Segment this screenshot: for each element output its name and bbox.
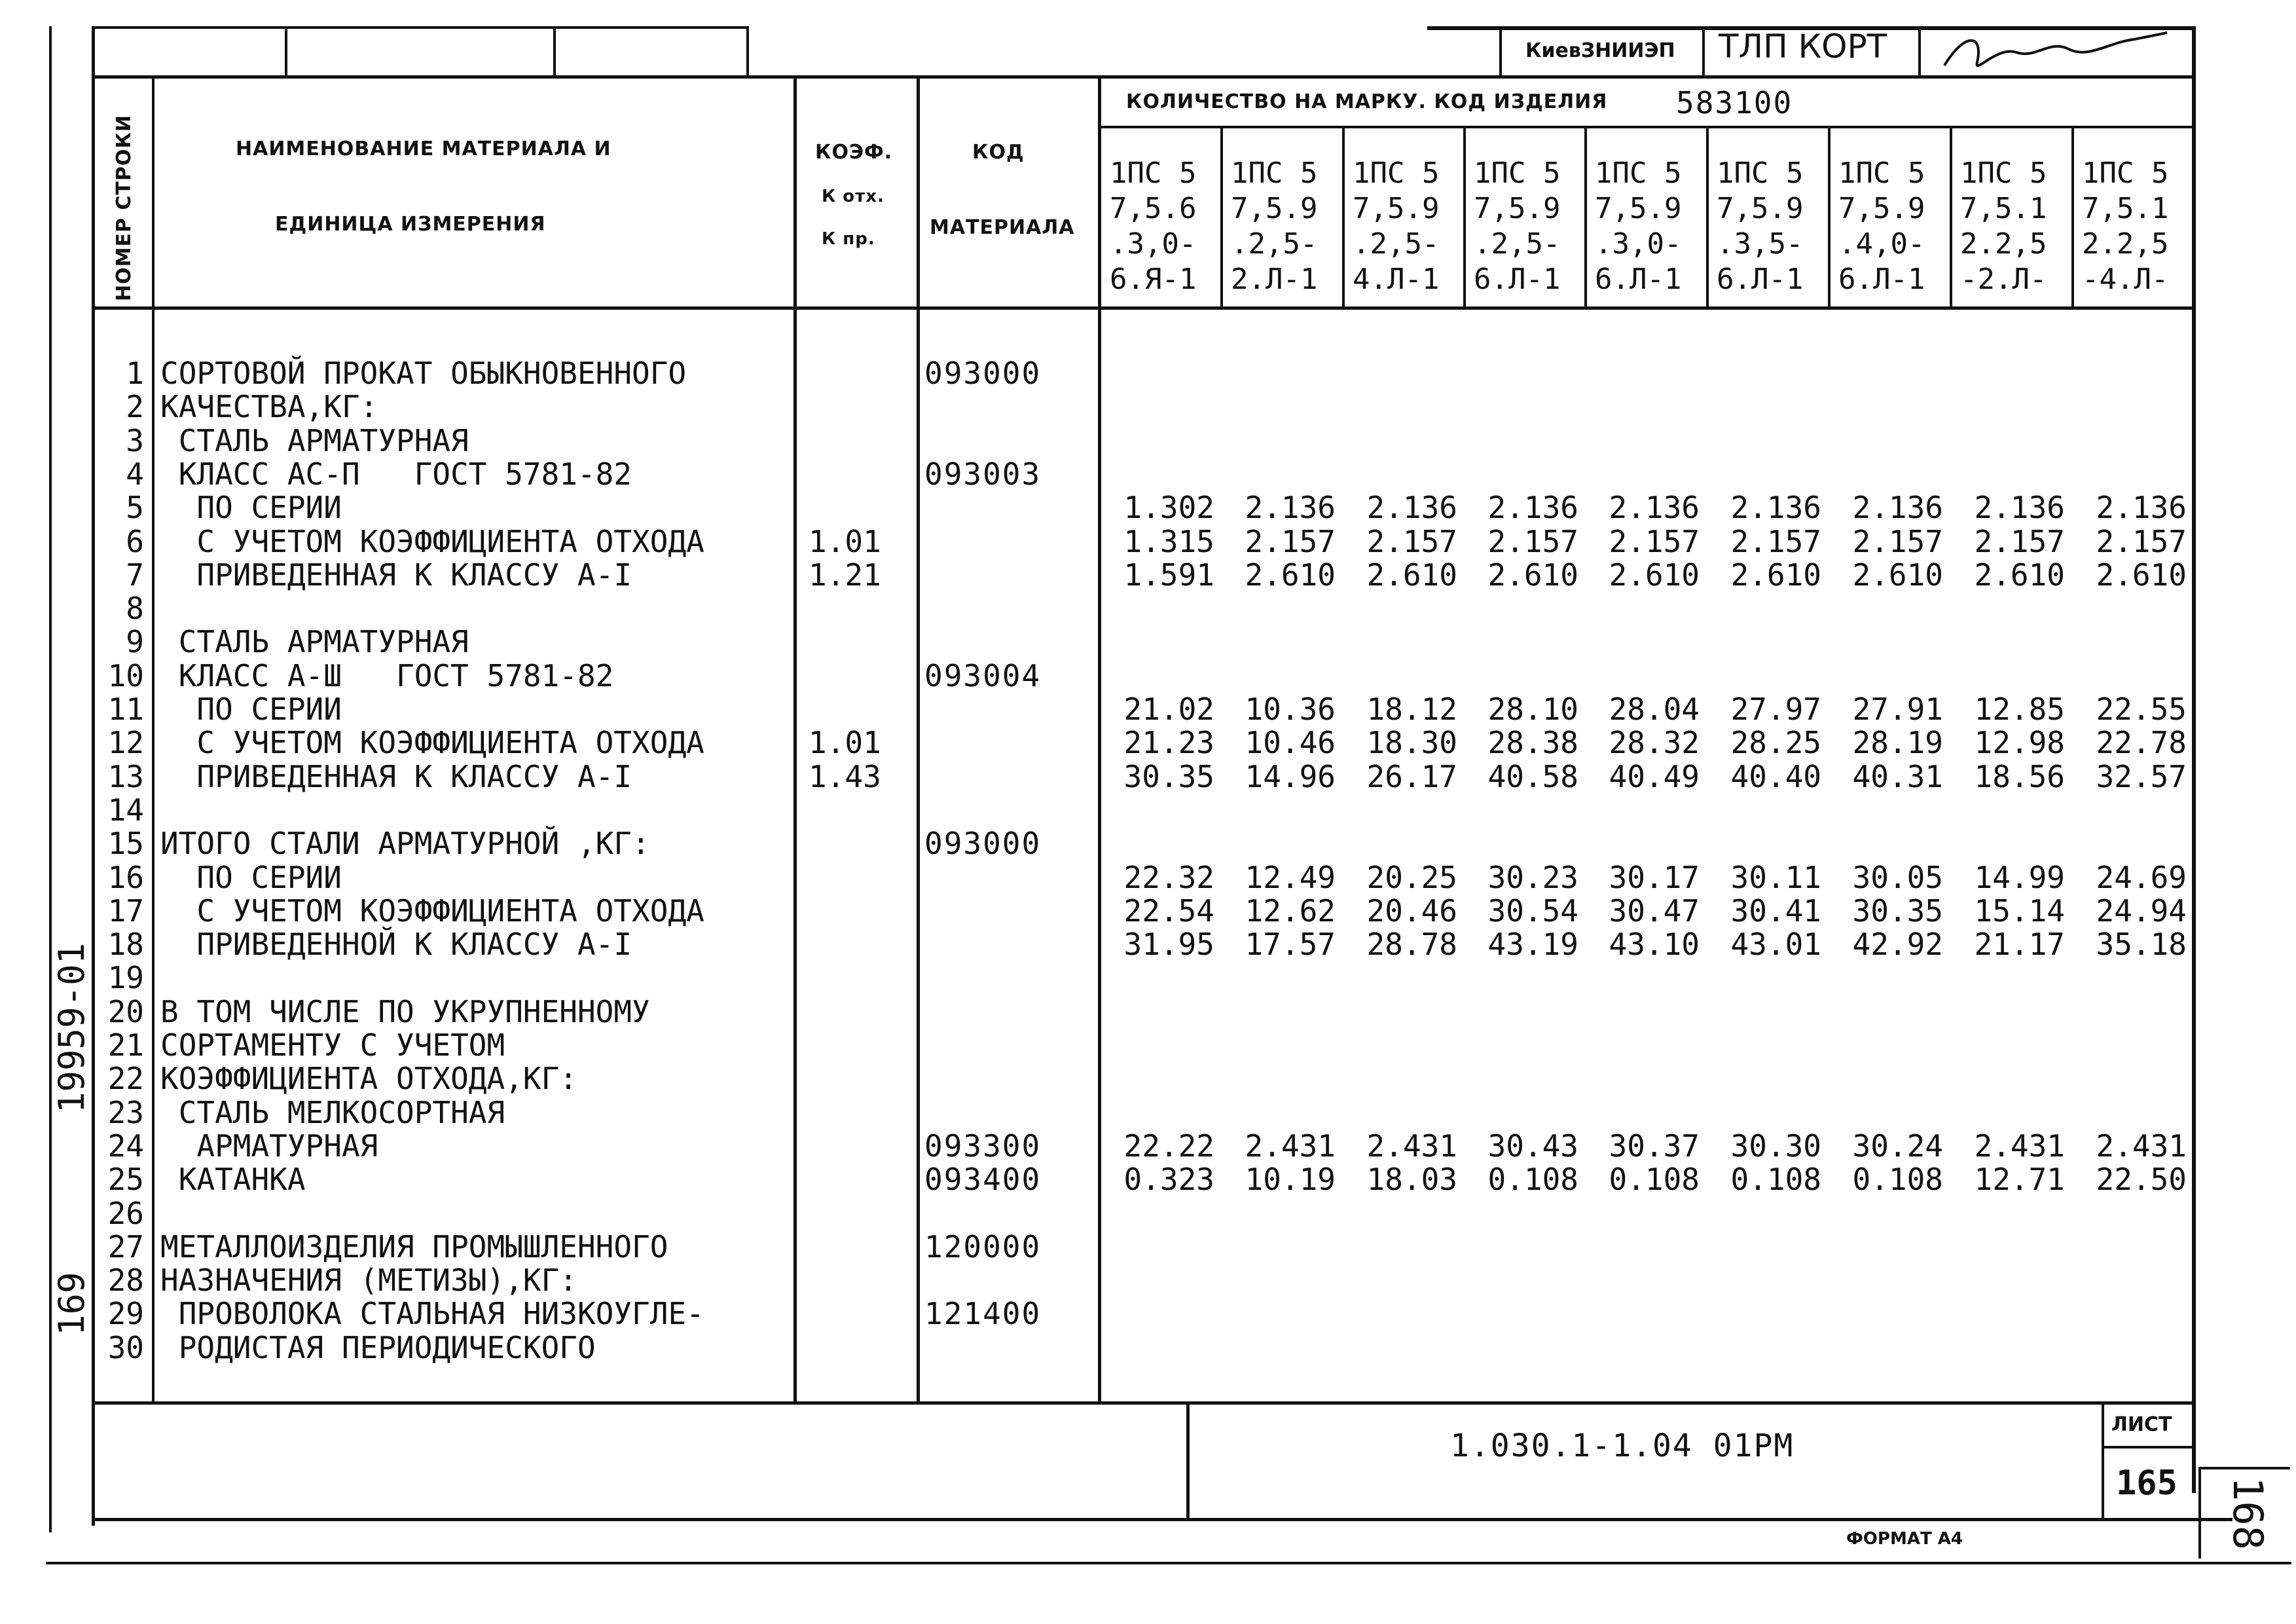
code-header-1: КОД	[972, 141, 1025, 164]
quantity-value: 18.12	[1366, 692, 1457, 727]
quantity-value: 31.95	[1123, 927, 1214, 962]
quantity-value: 1.302	[1123, 490, 1214, 525]
quantity-value: 24.69	[2096, 860, 2187, 895]
material-name: ПРОВОЛОКА СТАЛЬНАЯ НИЗКОУГЛЕ-	[160, 1296, 704, 1331]
coef-header-2: К отх.	[822, 187, 884, 206]
sheet-box-left	[2102, 1401, 2104, 1521]
mark-header-cell: 1ПС 5 7,5.9 .3,0- 6.Л-1	[1595, 157, 1682, 296]
quantity-value: 28.25	[1730, 725, 1821, 760]
quantity-value: 2.610	[1730, 557, 1821, 593]
quantity-value: 43.01	[1730, 927, 1821, 962]
quantity-value: 2.610	[1245, 557, 1336, 593]
quantity-value: 30.24	[1852, 1128, 1943, 1164]
page-bottom-rule	[46, 1562, 2291, 1564]
row-number: 12	[107, 725, 144, 760]
quantity-value: 27.91	[1852, 692, 1943, 727]
quantity-value: 2.431	[1974, 1128, 2065, 1164]
quantity-value: 10.46	[1245, 725, 1336, 760]
quantity-value: 22.54	[1123, 893, 1214, 929]
material-name: ПО СЕРИИ	[160, 860, 342, 895]
quantity-value: 2.136	[1730, 490, 1821, 525]
mark-header-cell: 1ПС 5 7,5.9 .2,5- 6.Л-1	[1474, 157, 1561, 296]
row-number: 5	[126, 490, 144, 525]
row-number: 22	[107, 1061, 144, 1096]
quantity-value: 30.11	[1730, 860, 1821, 895]
quantity-value: 30.35	[1123, 759, 1214, 794]
material-name: С УЧЕТОМ КОЭФФИЦИЕНТА ОТХОДА	[160, 524, 704, 559]
row-number: 14	[107, 792, 144, 828]
quantity-value: 43.19	[1487, 927, 1578, 962]
row-number: 4	[126, 456, 144, 492]
quantity-value: 2.157	[1487, 524, 1578, 559]
quantity-value: 28.19	[1852, 725, 1943, 760]
quantity-value: 2.157	[1366, 524, 1457, 559]
document-code: 1.030.1-1.04 01РМ	[1450, 1428, 1795, 1464]
quantity-value: 30.35	[1852, 893, 1943, 929]
quantity-value: 28.32	[1609, 725, 1700, 760]
quantity-value: 2.610	[2096, 557, 2187, 593]
col-divider-coef	[917, 77, 920, 1403]
material-name: КОЭФФИЦИЕНТА ОТХОДА,КГ:	[160, 1061, 577, 1096]
quantity-value: 35.18	[2096, 927, 2187, 962]
row-number: 23	[107, 1095, 144, 1130]
quantity-value: 18.03	[1366, 1162, 1457, 1197]
cipher-label: ТЛП КОРТ	[1719, 28, 1887, 65]
stamp-divider	[746, 26, 749, 77]
row-number: 21	[107, 1027, 144, 1063]
coefficient: 1.01	[809, 524, 881, 559]
sheet-box-mid	[2102, 1446, 2193, 1449]
row-number-header: НОМЕР СТРОКИ	[113, 115, 136, 301]
sheet-number: 165	[2116, 1464, 2178, 1503]
quantity-value: 1.591	[1123, 557, 1214, 593]
quantity-value: 2.136	[1974, 490, 2065, 525]
mark-header-cell: 1ПС 5 7,5.9 .2,5- 2.Л-1	[1231, 157, 1318, 296]
quantity-value: 2.136	[1245, 490, 1336, 525]
quantity-value: 30.30	[1730, 1128, 1821, 1164]
quantity-value: 1.315	[1123, 524, 1214, 559]
quantity-value: 12.71	[1974, 1162, 2065, 1197]
stamp-divider	[1918, 26, 1921, 77]
outer-page-number: 168	[2224, 1477, 2272, 1550]
col-divider-rownum	[152, 77, 155, 1403]
stamp-divider	[1702, 26, 1705, 77]
institute-label: КиевЗНИИЭП	[1525, 39, 1675, 62]
quantity-value: 10.19	[1245, 1162, 1336, 1197]
quantity-value: 40.40	[1730, 759, 1821, 794]
stamp-divider	[285, 26, 287, 77]
name-header-2: ЕДИНИЦА ИЗМЕРЕНИЯ	[275, 213, 546, 236]
mark-header-cell: 1ПС 5 7,5.9 .2,5- 4.Л-1	[1353, 157, 1440, 296]
quantity-value: 2.157	[1609, 524, 1700, 559]
quantity-value: 21.17	[1974, 927, 2065, 962]
material-name: СОРТАМЕНТУ С УЧЕТОМ	[160, 1027, 505, 1063]
quantity-value: 0.108	[1487, 1162, 1578, 1197]
material-name: КАЧЕСТВА,КГ:	[160, 389, 378, 424]
quantity-value: 2.136	[2096, 490, 2187, 525]
row-number: 30	[107, 1330, 144, 1365]
coef-header-1: КОЭФ.	[815, 141, 893, 164]
quantity-value: 2.610	[1852, 557, 1943, 593]
row-number: 27	[107, 1229, 144, 1264]
quantity-value: 30.05	[1852, 860, 1943, 895]
material-name: С УЧЕТОМ КОЭФФИЦИЕНТА ОТХОДА	[160, 893, 704, 929]
name-header-1: НАИМЕНОВАНИЕ МАТЕРИАЛА И	[236, 138, 611, 160]
quantity-value: 22.22	[1123, 1128, 1214, 1164]
quantity-value: 30.23	[1487, 860, 1578, 895]
quantity-value: 0.108	[1609, 1162, 1700, 1197]
mark-header-cell: 1ПС 5 7,5.1 2.2,5 -2.Л-	[1960, 157, 2047, 296]
row-number: 2	[126, 389, 144, 424]
material-code: 093400	[924, 1162, 1042, 1197]
material-name: МЕТАЛЛОИЗДЕЛИЯ ПРОМЫШЛЕННОГО	[160, 1229, 668, 1264]
row-number: 15	[107, 826, 144, 861]
quantity-value: 40.31	[1852, 759, 1943, 794]
quantity-value: 0.108	[1852, 1162, 1943, 1197]
quantity-value: 2.157	[1974, 524, 2065, 559]
quantity-value: 28.04	[1609, 692, 1700, 727]
signature	[1938, 26, 2174, 88]
quantity-value: 22.32	[1123, 860, 1214, 895]
coefficient: 1.01	[809, 725, 881, 760]
quantity-value: 30.37	[1609, 1128, 1700, 1164]
row-number: 20	[107, 994, 144, 1029]
row-number: 16	[107, 860, 144, 895]
quantity-value: 2.136	[1609, 490, 1700, 525]
quantity-value: 2.157	[1852, 524, 1943, 559]
row-number: 7	[126, 557, 144, 593]
quantity-value: 15.14	[1974, 893, 2065, 929]
material-name: ПРИВЕДЕННАЯ К КЛАССУ А-I	[160, 759, 632, 794]
quantity-value: 18.30	[1366, 725, 1457, 760]
coefficient: 1.43	[809, 759, 881, 794]
format-label: ФОРМАТ А4	[1846, 1529, 1963, 1549]
quantity-value: 27.97	[1730, 692, 1821, 727]
quantity-value: 43.10	[1609, 927, 1700, 962]
quantity-value: 28.38	[1487, 725, 1578, 760]
outer-stamp-top	[2198, 1467, 2290, 1469]
qty-header-rule	[1098, 126, 2193, 128]
material-code: 093004	[924, 658, 1042, 693]
quantity-value: 24.94	[2096, 893, 2187, 929]
quantity-value: 12.98	[1974, 725, 2065, 760]
stamp-divider	[1499, 26, 1502, 77]
row-number: 24	[107, 1128, 144, 1164]
header-bottom-border	[92, 306, 2193, 310]
footer-bottom-border	[92, 1518, 2232, 1521]
table-bottom-border	[92, 1401, 2193, 1405]
quantity-value: 2.431	[1366, 1128, 1457, 1164]
quantity-value: 18.56	[1974, 759, 2065, 794]
sheet-label: ЛИСТ	[2111, 1413, 2172, 1436]
material-code: 121400	[924, 1296, 1042, 1331]
quantity-value: 12.85	[1974, 692, 2065, 727]
quantity-value: 0.108	[1730, 1162, 1821, 1197]
quantity-value: 30.43	[1487, 1128, 1578, 1164]
quantity-value: 2.610	[1609, 557, 1700, 593]
quantity-value: 14.99	[1974, 860, 2065, 895]
outer-right-border	[2192, 26, 2196, 1493]
material-name: ПРИВЕДЕННОЙ К КЛАССУ А-I	[160, 927, 632, 962]
quantity-value: 17.57	[1245, 927, 1336, 962]
material-name: СОРТОВОЙ ПРОКАТ ОБЫКНОВЕННОГО	[160, 356, 687, 391]
mark-header-cell: 1ПС 5 7,5.9 .4,0- 6.Л-1	[1838, 157, 1925, 296]
coef-header-3: К пр.	[822, 229, 875, 249]
col-divider-code	[1098, 77, 1101, 1403]
row-number: 10	[107, 658, 144, 693]
row-number: 17	[107, 893, 144, 929]
quantity-value: 32.57	[2096, 759, 2187, 794]
quantity-value: 12.62	[1245, 893, 1336, 929]
row-number: 29	[107, 1296, 144, 1331]
outer-top-border	[92, 75, 2193, 79]
quantity-value: 2.157	[1730, 524, 1821, 559]
quantity-value: 2.136	[1366, 490, 1457, 525]
quantity-value: 28.78	[1366, 927, 1457, 962]
col-divider-name	[793, 77, 797, 1403]
row-number: 26	[107, 1196, 144, 1231]
quantity-value: 30.17	[1609, 860, 1700, 895]
stamp-divider	[553, 26, 556, 77]
material-name: НАЗНАЧЕНИЯ (МЕТИЗЫ),КГ:	[160, 1263, 577, 1298]
quantity-value: 2.431	[1245, 1128, 1336, 1164]
material-name: АРМАТУРНАЯ	[160, 1128, 378, 1164]
material-name: ИТОГО СТАЛИ АРМАТУРНОЙ ,КГ:	[160, 826, 650, 861]
row-number: 19	[107, 960, 144, 995]
quantity-value: 2.431	[2096, 1128, 2187, 1164]
quantity-value: 12.49	[1245, 860, 1336, 895]
quantity-value: 22.55	[2096, 692, 2187, 727]
material-name: В ТОМ ЧИСЛЕ ПО УКРУПНЕННОМУ	[160, 994, 650, 1029]
material-name: ПРИВЕДЕННАЯ К КЛАССУ А-I	[160, 557, 632, 593]
quantity-value: 40.58	[1487, 759, 1578, 794]
qty-header: КОЛИЧЕСТВО НА МАРКУ. КОД ИЗДЕЛИЯ	[1126, 90, 1608, 113]
outer-stamp-left	[2198, 1467, 2201, 1559]
quantity-value: 10.36	[1245, 692, 1336, 727]
quantity-value: 42.92	[1852, 927, 1943, 962]
quantity-value: 30.47	[1609, 893, 1700, 929]
material-name: СТАЛЬ АРМАТУРНАЯ	[160, 624, 469, 659]
quantity-value: 21.23	[1123, 725, 1214, 760]
code-header-2: МАТЕРИАЛА	[930, 216, 1075, 239]
footer-divider	[1186, 1401, 1190, 1521]
quantity-value: 26.17	[1366, 759, 1457, 794]
row-number: 25	[107, 1162, 144, 1197]
quantity-value: 2.136	[1852, 490, 1943, 525]
quantity-value: 2.136	[1487, 490, 1578, 525]
mark-header-cell: 1ПС 5 7,5.9 .3,5- 6.Л-1	[1717, 157, 1804, 296]
quantity-value: 2.610	[1487, 557, 1578, 593]
quantity-value: 30.41	[1730, 893, 1821, 929]
material-code: 093300	[924, 1128, 1042, 1164]
material-name: КАТАНКА	[160, 1162, 306, 1197]
material-code: 093003	[924, 456, 1042, 492]
quantity-value: 20.46	[1366, 893, 1457, 929]
row-number: 9	[126, 624, 144, 659]
material-name: ПО СЕРИИ	[160, 692, 342, 727]
quantity-value: 22.50	[2096, 1162, 2187, 1197]
quantity-value: 2.610	[1974, 557, 2065, 593]
quantity-value: 40.49	[1609, 759, 1700, 794]
material-name: ПО СЕРИИ	[160, 490, 342, 525]
quantity-value: 22.78	[2096, 725, 2187, 760]
row-number: 13	[107, 759, 144, 794]
material-code: 093000	[924, 356, 1042, 391]
row-number: 28	[107, 1263, 144, 1298]
row-number: 11	[107, 692, 144, 727]
row-number: 1	[126, 356, 144, 391]
quantity-value: 21.02	[1123, 692, 1214, 727]
material-code: 120000	[924, 1229, 1042, 1264]
row-number: 18	[107, 927, 144, 962]
row-number: 6	[126, 524, 144, 559]
product-code: 583100	[1676, 85, 1793, 120]
material-name: КЛАСС А-Ш ГОСТ 5781-82	[160, 658, 614, 693]
quantity-value: 28.10	[1487, 692, 1578, 727]
quantity-value: 2.157	[2096, 524, 2187, 559]
quantity-value: 0.323	[1123, 1162, 1214, 1197]
material-name: СТАЛЬ АРМАТУРНАЯ	[160, 423, 469, 458]
row-number: 3	[126, 423, 144, 458]
quantity-value: 14.96	[1245, 759, 1336, 794]
quantity-value: 30.54	[1487, 893, 1578, 929]
inventory-number: 19959-01	[51, 942, 92, 1113]
mark-header-cell: 1ПС 5 7,5.6 .3,0- 6.Я-1	[1110, 157, 1197, 296]
quantity-value: 2.157	[1245, 524, 1336, 559]
material-name: КЛАСС АС-П ГОСТ 5781-82	[160, 456, 632, 492]
coefficient: 1.21	[809, 557, 881, 593]
material-name: СТАЛЬ МЕЛКОСОРТНАЯ	[160, 1095, 505, 1130]
material-name: С УЧЕТОМ КОЭФФИЦИЕНТА ОТХОДА	[160, 725, 704, 760]
quantity-value: 2.610	[1366, 557, 1457, 593]
margin-page-number: 169	[51, 1272, 92, 1336]
mark-header-cell: 1ПС 5 7,5.1 2.2,5 -4.Л-	[2082, 157, 2169, 296]
row-number: 8	[126, 591, 144, 626]
material-name: РОДИСТАЯ ПЕРИОДИЧЕСКОГО	[160, 1330, 596, 1365]
material-code: 093000	[924, 826, 1042, 861]
quantity-value: 20.25	[1366, 860, 1457, 895]
stamp-line	[92, 26, 746, 29]
